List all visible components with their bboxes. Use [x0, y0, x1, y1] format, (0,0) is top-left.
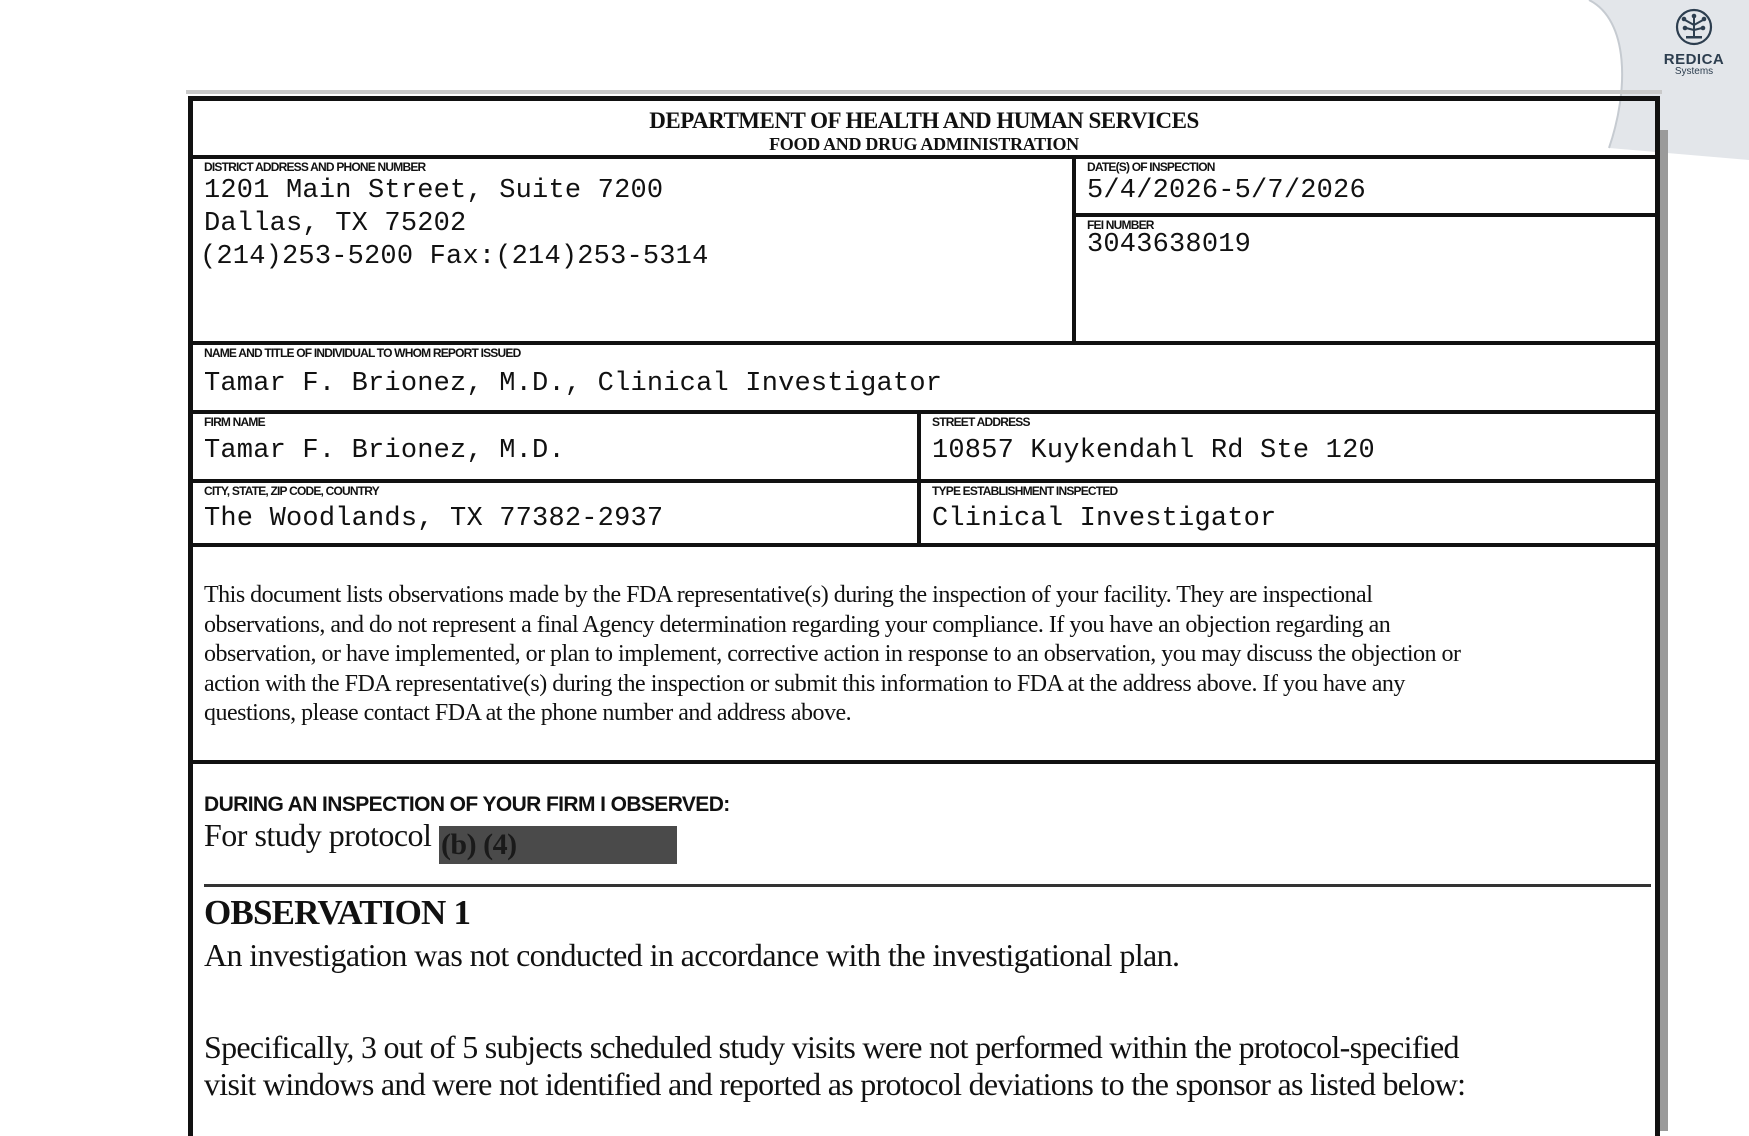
street-cell	[921, 414, 1655, 474]
network-tree-icon	[1674, 8, 1714, 46]
divider-h4	[193, 543, 1655, 547]
district-phone: (214)253-5200 Fax:(214)253-5314	[200, 242, 709, 272]
individual-cell	[193, 345, 1655, 409]
notice-paragraph	[204, 581, 1649, 729]
fei-label: FEI NUMBER	[1087, 218, 1154, 232]
individual-label: NAME AND TITLE OF INDIVIDUAL TO WHOM REPORT ISSUED	[204, 346, 521, 360]
city-cell	[193, 483, 917, 541]
section-rule	[204, 884, 1651, 887]
notice-line: questions, please contact FDA at the phone number and address above.	[204, 700, 852, 726]
establishment-label: TYPE ESTABLISHMENT INSPECTED	[932, 484, 1118, 498]
redaction-box: (b) (4)	[439, 826, 677, 864]
logo-sub: Systems	[1674, 66, 1714, 77]
notice-line: observation, or have implemented, or plan to implement, corrective action in response to an observation, you may discuss the objection or	[204, 641, 1461, 667]
protocol-prefix: For study protocol	[204, 817, 432, 853]
street-value: 10857 Kuykendahl Rd Ste 120	[932, 436, 1375, 466]
form-header	[193, 101, 1655, 159]
street-label: STREET ADDRESS	[932, 415, 1030, 429]
individual-value: Tamar F. Brionez, M.D., Clinical Investigator	[204, 369, 943, 399]
divider-v2	[917, 414, 921, 543]
redica-logo[interactable]	[1651, 8, 1737, 77]
observation-detail	[204, 1029, 1465, 1103]
district-label: DISTRICT ADDRESS AND PHONE NUMBER	[204, 160, 426, 174]
protocol-line	[204, 817, 677, 864]
district-line2: Dallas, TX 75202	[204, 209, 467, 239]
fda-483-form	[188, 96, 1660, 1136]
district-cell	[193, 159, 1073, 341]
logo-brand: REDICA	[1663, 51, 1725, 68]
department-title: DEPARTMENT OF HEALTH AND HUMAN SERVICES	[649, 108, 1199, 133]
district-line1: 1201 Main Street, Suite 7200	[204, 176, 664, 206]
observed-heading: DURING AN INSPECTION OF YOUR FIRM I OBSERVED:	[204, 793, 730, 816]
notice-line: This document lists observations made by the FDA representative(s) during the inspection of your facility. They are inspectional	[204, 582, 1373, 608]
dates-label: DATE(S) OF INSPECTION	[1087, 160, 1215, 174]
divider-h5	[193, 760, 1655, 764]
page-shadow-top	[186, 90, 1662, 94]
observation-title: OBSERVATION 1	[204, 893, 471, 932]
observation-detail-line: Specifically, 3 out of 5 subjects scheduled study visits were not performed within the protocol-specified	[204, 1029, 1459, 1065]
city-label: CITY, STATE, ZIP CODE, COUNTRY	[204, 484, 379, 498]
agency-title: FOOD AND DRUG ADMINISTRATION	[769, 134, 1079, 154]
page-shadow-right	[1660, 130, 1668, 1131]
observation-detail-line: visit windows and were not identified and reported as protocol deviations to the sponsor as listed below:	[204, 1066, 1466, 1102]
firm-label: FIRM NAME	[204, 415, 265, 429]
dates-cell	[1076, 159, 1655, 214]
observation-summary: An investigation was not conducted in accordance with the investigational plan.	[204, 937, 1180, 973]
notice-line: observations, and do not represent a final Agency determination regarding your compliance. If you have an objection regarding an	[204, 611, 1391, 638]
fei-cell	[1076, 217, 1655, 341]
establishment-cell	[921, 483, 1655, 541]
firm-cell	[193, 414, 917, 474]
firm-value: Tamar F. Brionez, M.D.	[204, 436, 565, 466]
city-value: The Woodlands, TX 77382-2937	[204, 504, 664, 534]
fei-value: 3043638019	[1087, 230, 1252, 260]
establishment-value: Clinical Investigator	[932, 504, 1277, 534]
notice-line: action with the FDA representative(s) during the inspection or submit this information to FDA at the address above. If you have any	[204, 670, 1405, 697]
dates-value: 5/4/2026-5/7/2026	[1087, 176, 1366, 206]
